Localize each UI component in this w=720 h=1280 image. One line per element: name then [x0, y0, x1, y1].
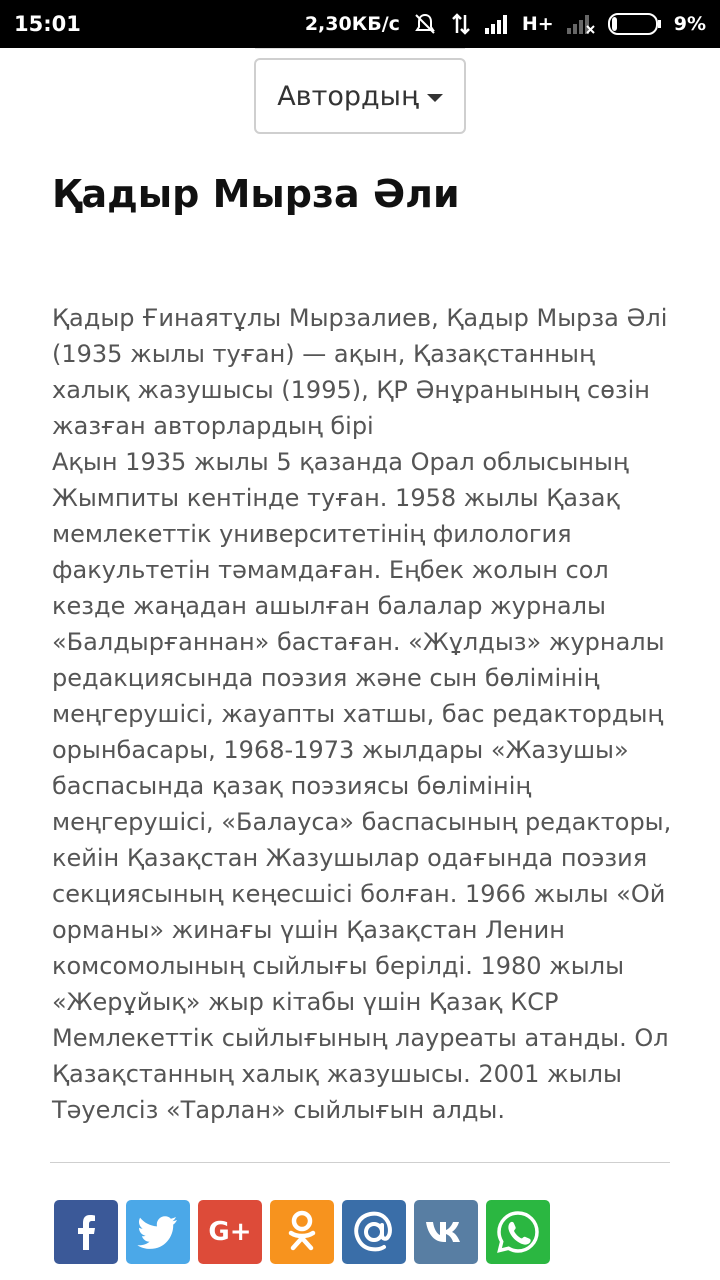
odnoklassniki-share-button[interactable]	[270, 1200, 334, 1264]
page-title: Қадыр Мырза Әли	[52, 172, 460, 216]
whatsapp-icon	[495, 1209, 541, 1255]
signal-icon	[484, 13, 510, 35]
vk-share-button[interactable]	[414, 1200, 478, 1264]
twitter-share-button[interactable]	[126, 1200, 190, 1264]
network-speed: 2,30КБ/с	[304, 13, 400, 35]
facebook-icon	[66, 1212, 106, 1252]
divider	[50, 1162, 670, 1163]
top-divider	[255, 48, 465, 49]
status-indicators	[305, 11, 706, 37]
author-dropdown-label: Автордың	[277, 80, 419, 112]
no-signal-icon	[566, 13, 596, 35]
network-type: H+	[521, 13, 554, 35]
author-dropdown[interactable]	[254, 58, 466, 134]
caret-down-icon	[427, 94, 443, 102]
article-paragraph: Ақын 1935 жылы 5 қазанда Орал облысының Жымпиты кентінде туған. 1958 жылы Қазақ мемлекеттік университетінің филология факультетін тәмамдаған. Еңбек жолын сол кезде жаңадан ашылған балалар журналы «Балдырғаннан» бастаған. «Жұлдыз» журналы редакциясында поэзия және сын бөлімінің меңгерушісі, жауапты хатшы, бас редактордың орынбасары, 1968-1973 жылдары «Жазушы» баспасында қазақ поэзиясы бөлімінің меңгерушісі, «Балауса» баспасының редакторы, кейін Қазақстан Жазушылар одағында поэзия секциясының кеңесшісі болған. 1966 жылы «Ой орманы» жинағы үшін Қазақстан Ленин комсомолының сыйлығы берілді. 1980 жылы «Жерұйық» жыр кітабы үшін Қазақ КСР Мемлекеттік сыйлығының лауреаты атанды. Ол Қазақстанның халық жазушысы. 2001 жылы Тәуелсіз «Тарлан» сыйлығын алды.	[52, 448, 672, 1124]
twitter-icon	[136, 1212, 180, 1252]
share-bar	[54, 1200, 550, 1264]
status-time: 15:01	[14, 12, 81, 36]
mail-icon	[351, 1209, 397, 1255]
status-bar	[0, 0, 720, 48]
article-paragraph: Қадыр Ғинаятұлы Мырзалиев, Қадыр Мырза Әлі (1935 жылы туған) — ақын, Қазақстанның халық жазушысы (1995), ҚР Әнұранының сөзін жазған авторлардың бірі	[52, 304, 668, 440]
mail-share-button[interactable]	[342, 1200, 406, 1264]
article-body	[52, 300, 680, 1128]
battery-icon	[608, 12, 662, 36]
battery-percent: 9%	[673, 13, 706, 35]
facebook-share-button[interactable]	[54, 1200, 118, 1264]
odnoklassniki-icon	[282, 1210, 322, 1254]
vk-icon	[424, 1217, 468, 1247]
data-transfer-icon	[450, 11, 472, 37]
google-plus-icon: G+	[208, 1217, 252, 1247]
whatsapp-share-button[interactable]	[486, 1200, 550, 1264]
google-plus-share-button[interactable]	[198, 1200, 262, 1264]
mute-icon	[412, 11, 438, 37]
